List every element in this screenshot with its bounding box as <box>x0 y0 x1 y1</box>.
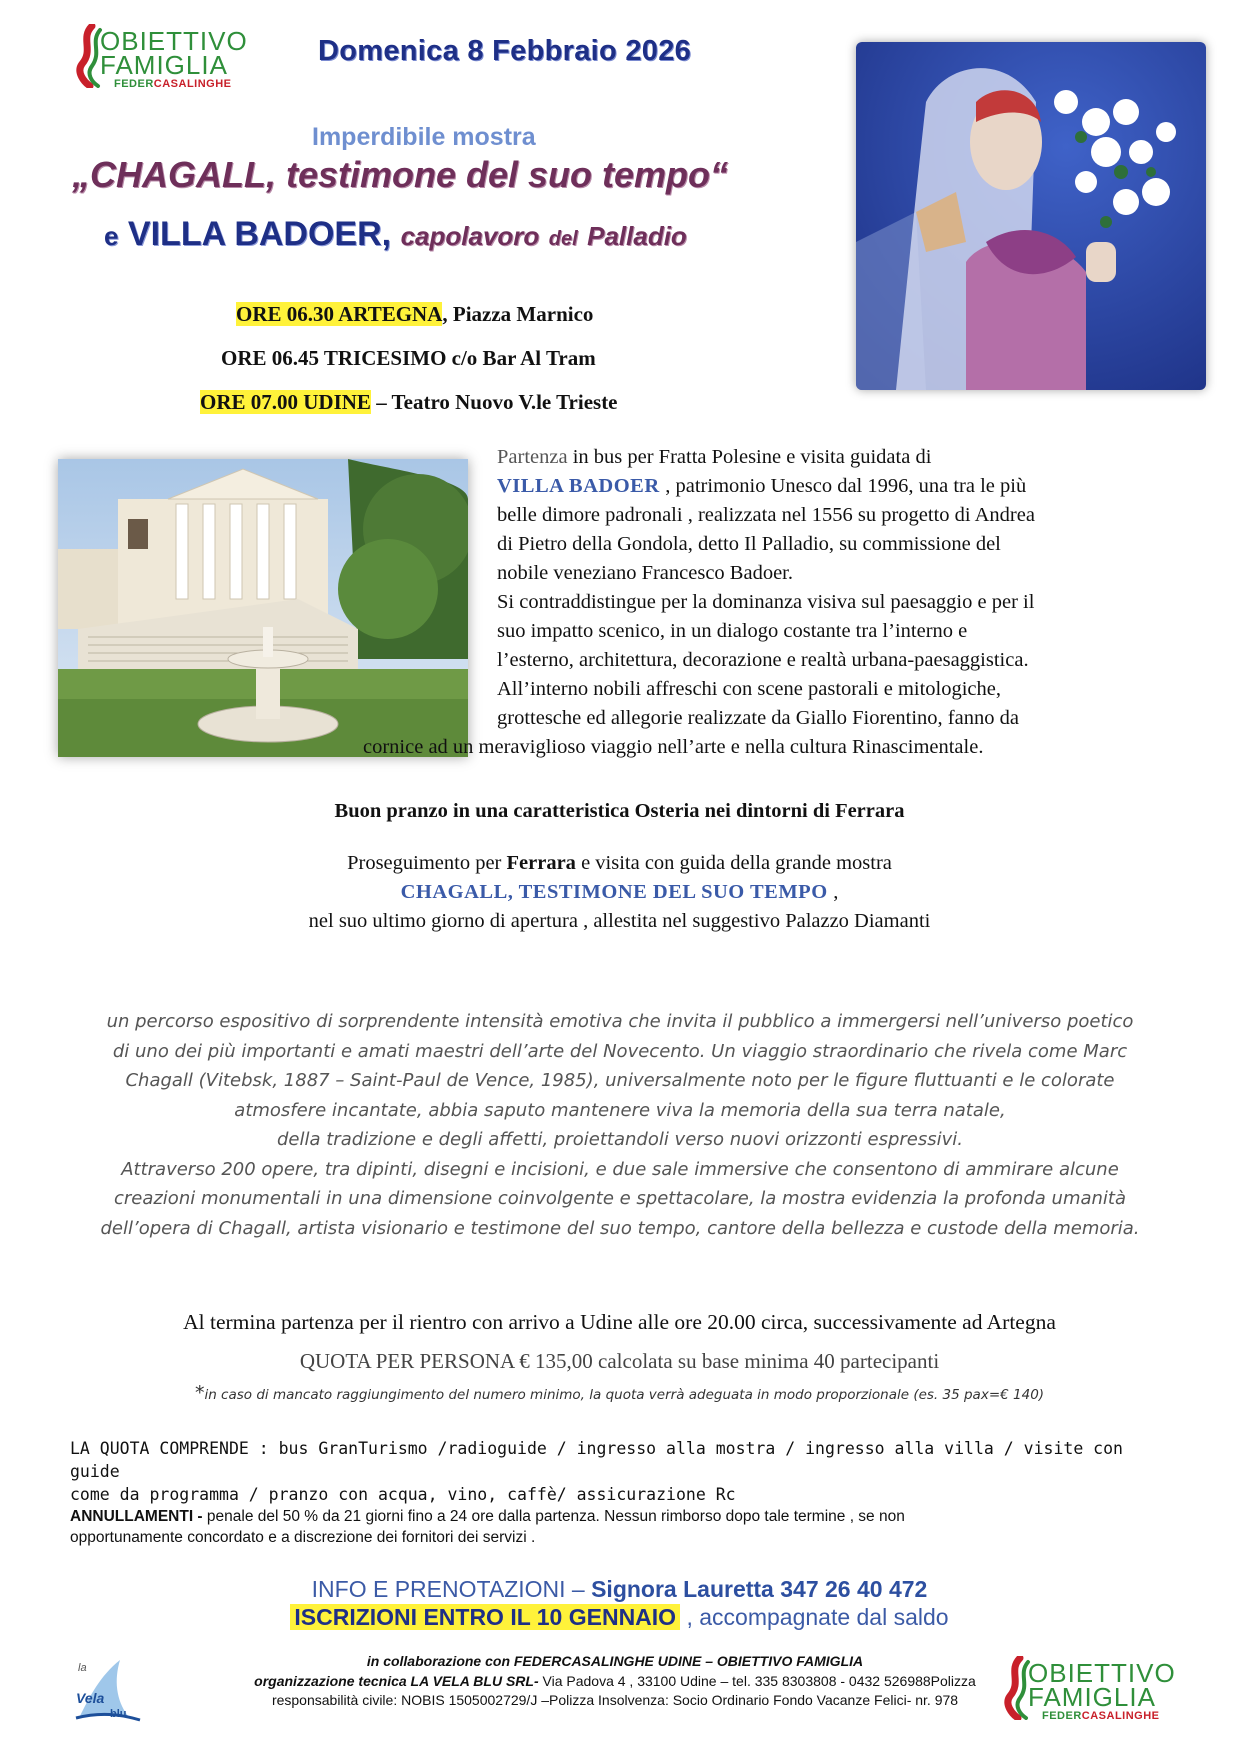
cancellation-policy: ANNULLAMENTI - penale del 50 % da 21 giorni fino a 24 ore dalla partenza. Nessun rimborso dopo tale termine , se non opportunamente concordato e a discrezione dei fornitori dei servizi . <box>70 1508 905 1546</box>
info-line: INFO E PRENOTAZIONI – Signora Lauretta 347 26 40 472 <box>311 1576 928 1602</box>
footer-collab: in collaborazione con FEDERCASALINGHE UDINE – OBIETTIVO FAMIGLIA <box>366 1653 864 1669</box>
villa-line-9: All’interno nobili affreschi con scene pastorali e mitologiche, <box>497 678 1001 700</box>
villa-line-6: Si contraddistingue per la dominanza visiva sul paesaggio e per il <box>497 591 1035 613</box>
main-title: „CHAGALL, testimone del suo tempo“ <box>72 154 729 195</box>
included-services: LA QUOTA COMPRENDE : bus GranTurismo /radioguide / ingresso alla mostra / ingresso alla villa / visite con guide come da programma / pranzo con acqua, vino, caffè/ assicurazione Rc <box>70 1439 1123 1504</box>
deadline-line: ISCRIZIONI ENTRO IL 10 GENNAIO , accompagnate dal saldo <box>0 1604 1239 1631</box>
exhibition-line: della tradizione e degli affetti, proiettandoli verso nuovi orizzonti espressivi. <box>276 1129 963 1150</box>
logo-line2: FAMIGLIA <box>1028 1682 1156 1712</box>
logo-line3: FEDERCASALINGHE <box>1042 1710 1160 1722</box>
obiettivo-famiglia-logo <box>72 22 262 92</box>
exhibition-line: creazioni monumentali in una dimensione coinvolgente e spettacolare, la mostra evidenzia la profonda umanità <box>113 1188 1127 1209</box>
logo-line2: FAMIGLIA <box>100 50 228 80</box>
logo-line1: OBIETTIVO <box>1028 1658 1176 1688</box>
event-date: Domenica 8 Febbraio 2026 <box>318 35 692 67</box>
subtitle: Imperdibile mostra <box>312 123 536 151</box>
ferrara-line-1: Proseguimento per Ferrara e visita con guida della grande mostra <box>347 852 892 874</box>
villa-line-2: VILLA BADOER , patrimonio Unesco dal 1996, una tra le più <box>497 475 1027 497</box>
villa-line-1: Partenza in bus per Fratta Polesine e visita guidata di <box>497 446 932 468</box>
ferrara-line-2: CHAGALL, TESTIMONE DEL SUO TEMPO , <box>400 881 839 903</box>
exhibition-line: Attraverso 200 opere, tra dipinti, disegni e incisioni, e due sale immersive che consentono di ammirare alcune <box>121 1158 1119 1180</box>
departure-udine: ORE 07.00 UDINE – Teatro Nuovo V.le Trieste <box>200 390 618 414</box>
la-vela-blu-logo: la Vela blu <box>70 1656 142 1726</box>
price-note: *in caso di mancato raggiungimento del numero minimo, la quota verrà adeguata in modo proporzionale (es. 35 pax=€ 140) <box>194 1382 1045 1404</box>
ferrara-line-3: nel suo ultimo giorno di apertura , allestita nel suggestivo Palazzo Diamanti <box>308 910 931 932</box>
logo-line3: FEDERCASALINGHE <box>114 78 232 90</box>
lunch-line: Buon pranzo in una caratteristica Osteria nei dintorni di Ferrara <box>334 800 905 822</box>
departure-artegna: ORE 06.30 ARTEGNA, Piazza Marnico <box>236 302 594 326</box>
exhibition-line: di uno dei più importanti e amati maestri dell’arte del Novecento. Un viaggio straordinario che rivela come Marc <box>112 1040 1128 1062</box>
exhibition-description <box>60 1007 1180 1243</box>
exhibition-line: un percorso espositivo di sorprendente intensità emotiva che invita il pubblico a immergersi nell’universo poetico <box>106 1011 1134 1032</box>
villa-line-11: cornice ad un meraviglioso viaggio nell’arte e nella cultura Rinascimentale. <box>363 736 984 758</box>
footer-insurance: responsabilità civile: NOBIS 1505002729/J –Polizza Insolvenza: Socio Ordinario Fondo Vacanze Felici- nr. 978 <box>271 1692 959 1708</box>
chagall-painting-image <box>856 42 1206 390</box>
exhibition-line: dell’opera di Chagall, artista visionario e testimone del suo tempo, cantore della bellezza e custode della memoria. <box>100 1217 1140 1239</box>
return-line: Al termina partenza per il rientro con arrivo a Udine alle ore 20.00 circa, successivamente ad Artegna <box>183 1310 1056 1334</box>
price-line: QUOTA PER PERSONA € 135,00 calcolata su base minima 40 partecipanti <box>299 1349 940 1373</box>
villa-line-4: di Pietro della Gondola, detto Il Palladio, su commissione del <box>497 533 1001 555</box>
villa-title: e VILLA BADOER, capolavoro del Palladio <box>104 215 687 253</box>
footer-org: organizzazione tecnica LA VELA BLU SRL- Via Padova 4 , 33100 Udine – tel. 335 8303808 - 0432 526988Polizza <box>254 1673 976 1689</box>
exhibition-line: atmosfere incantate, abbia saputo mantenere viva la memoria della sua terra natale, <box>234 1099 1006 1121</box>
villa-line-7: suo impatto scenico, in un dialogo costante tra l’interno e <box>497 620 968 642</box>
villa-line-3: belle dimore padronali , realizzata nel 1556 su progetto di Andrea <box>497 504 1035 526</box>
obiettivo-famiglia-logo-footer <box>1000 1654 1190 1724</box>
logo-line1: OBIETTIVO <box>100 26 248 56</box>
villa-line-5: nobile veneziano Francesco Badoer. <box>497 562 793 584</box>
departure-tricesimo: ORE 06.45 TRICESIMO c/o Bar Al Tram <box>221 346 596 370</box>
exhibition-line: Chagall (Vitebsk, 1887 – Saint-Paul de Vence, 1985), universalmente noto per le figure fluttuanti e le colorate <box>125 1070 1115 1091</box>
villa-badoer-image <box>58 459 468 757</box>
villa-line-10: grottesche ed allegorie realizzate da Giallo Fiorentino, fanno da <box>497 707 1019 729</box>
villa-line-8: l’esterno, architettura, decorazione e realtà urbana-paesaggistica. <box>497 649 1029 671</box>
